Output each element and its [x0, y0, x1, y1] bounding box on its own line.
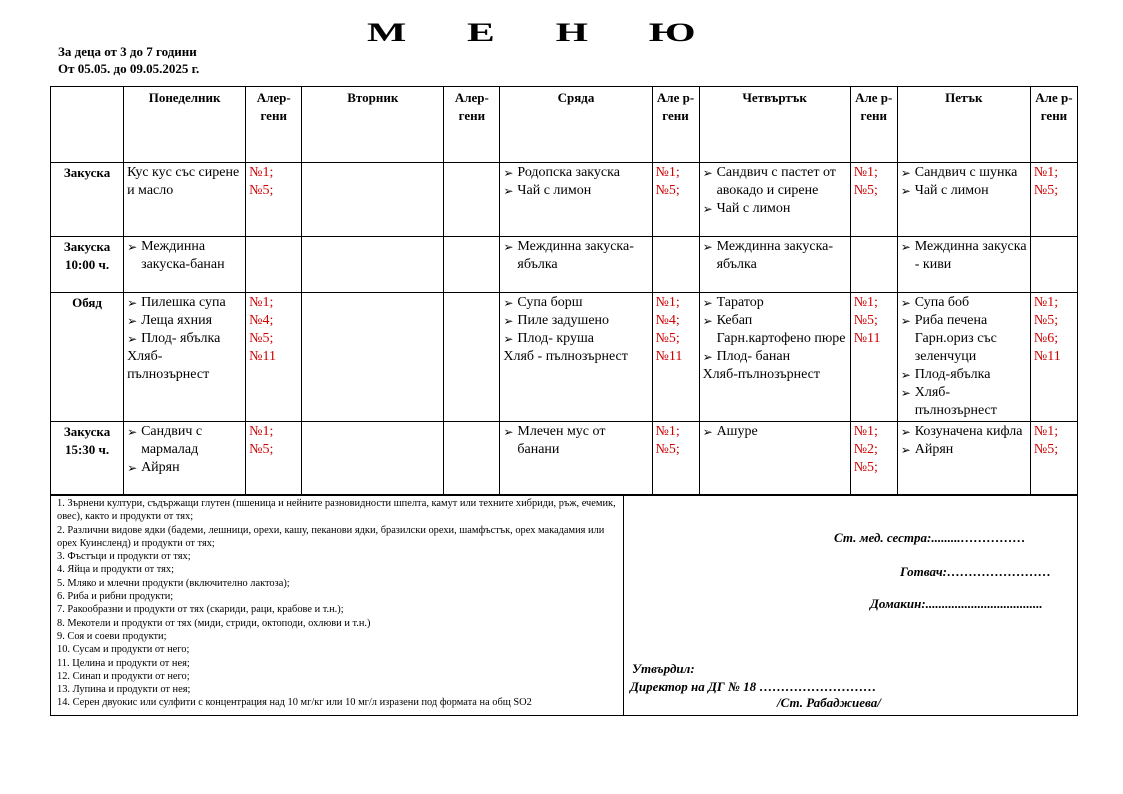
dish-label: Козуначена кифла: [914, 424, 1023, 439]
housekeeper-signature: Домакин:....................................: [870, 596, 1043, 611]
meal-cell-tue: [302, 237, 444, 293]
dish-label: Чай с лимон: [517, 183, 592, 198]
dish-item: [127, 330, 242, 348]
arrow-bullet-icon: ➢: [127, 296, 138, 310]
meal-cell-mon: [124, 422, 246, 496]
dish-label: Междинна закуска-ябълка: [517, 239, 634, 272]
allergen-codes-thu: №1; №2; №5;: [850, 422, 897, 496]
dish-label: Плод- круша: [517, 331, 594, 346]
arrow-bullet-icon: ➢: [127, 425, 138, 439]
arrow-bullet-icon: ➢: [900, 296, 911, 310]
col-friday: Петък: [897, 87, 1030, 163]
allergen-item: 4. Яйца и продукти от тях;: [57, 564, 175, 576]
dish-label: Чай с лимон: [716, 201, 791, 216]
meal-name: Закуска: [51, 163, 124, 237]
menu-row: [51, 422, 1078, 496]
arrow-bullet-icon: ➢: [702, 240, 713, 254]
allergen-codes-fri: №1; №5; №6; №11: [1030, 293, 1077, 422]
allergen-codes-thu: №1; №5;: [850, 163, 897, 237]
dish-item: [703, 238, 847, 274]
dish-item: [127, 312, 242, 330]
dish-item: [901, 164, 1027, 182]
meal-cell-thu: [699, 237, 850, 293]
dish-label: Айрян: [914, 442, 954, 457]
meal-cell-thu: [699, 163, 850, 237]
dish-label: Таратор: [716, 295, 764, 310]
dish-label: Супа борш: [517, 295, 583, 310]
arrow-bullet-icon: ➢: [503, 166, 514, 180]
dish-item: [901, 441, 1027, 459]
arrow-bullet-icon: ➢: [503, 184, 514, 198]
dish-text: Хляб - пълнозърнест: [503, 349, 628, 364]
col-friday-allergens: Але р-гени: [1030, 87, 1077, 163]
col-wednesday-allergens: Але р-гени: [652, 87, 699, 163]
allergen-codes-tue: [444, 293, 500, 422]
menu-table: [50, 86, 1078, 496]
arrow-bullet-icon: ➢: [503, 314, 514, 328]
dish-label: Сандвич с шунка: [914, 165, 1018, 180]
dish-label: Айрян: [141, 460, 180, 475]
dish-item: [901, 312, 1027, 366]
allergen-codes-wed: №1; №4; №5; №11: [652, 293, 699, 422]
meal-cell-wed: [500, 422, 652, 496]
dish-item: [901, 384, 1027, 420]
dish-item: [503, 164, 648, 182]
allergen-item: 14. Серен двуокис или сулфити с концентрация над 10 мг/кг или 10 мг/л изразени под формата на общ SO2: [57, 697, 532, 709]
meal-cell-tue: [302, 163, 444, 237]
meal-cell-tue: [302, 422, 444, 496]
allergen-item: 1. Зърнени култури, съдържащи глутен (пшеница и нейните разновидности шпелта, камут или техните хибриди, ръж, ечемик, овес), както и продукти от тях;: [57, 498, 616, 523]
col-monday: Понеделник: [124, 87, 246, 163]
arrow-bullet-icon: ➢: [702, 350, 713, 364]
allergen-codes-wed: №1; №5;: [652, 163, 699, 237]
dish-label: Сандвич с мармалад: [141, 424, 203, 457]
dish-item: [901, 238, 1027, 274]
allergen-item: 8. Мекотели и продукти от тях (миди, стриди, октоподи, охлюви и т.н.): [57, 617, 371, 629]
meal-cell-fri: [897, 237, 1030, 293]
allergen-item: 2. Различни видове ядки (бадеми, лешници, орехи, кашу, пеканови ядки, бразилски орехи, шамфъстък, орех макадамия или орех Куинсленд) и продукти от тях;: [57, 524, 605, 549]
corner-cell: [51, 87, 124, 163]
meal-name: Закуска 15:30 ч.: [51, 422, 124, 496]
dish-item: [703, 312, 847, 348]
dish-item: [703, 200, 847, 218]
dish-label: Родопска закуска: [517, 165, 620, 180]
arrow-bullet-icon: ➢: [127, 314, 138, 328]
dish-item: [901, 366, 1027, 384]
allergen-item: 12. Синап и продукти от него;: [57, 670, 190, 682]
dish-item: [503, 238, 648, 274]
arrow-bullet-icon: ➢: [900, 314, 911, 328]
header-row: [51, 87, 1078, 163]
arrow-bullet-icon: ➢: [702, 296, 713, 310]
allergen-codes-fri: №1; №5;: [1030, 163, 1077, 237]
age-group-subtitle: За деца от 3 до 7 години: [58, 44, 197, 59]
meal-cell-mon: [124, 163, 246, 237]
arrow-bullet-icon: ➢: [900, 443, 911, 457]
allergen-item: 5. Мляко и млечни продукти (включително лактоза);: [57, 577, 290, 589]
dish-label: Кебап Гарн.картофено пюре: [716, 313, 846, 346]
dish-text: Кус кус със сирене и масло: [127, 165, 240, 198]
allergen-codes-tue: [444, 237, 500, 293]
arrow-bullet-icon: ➢: [503, 332, 514, 346]
allergen-codes-mon: №1; №4; №5; №11: [246, 293, 302, 422]
arrow-bullet-icon: ➢: [702, 202, 713, 216]
allergen-codes-wed: [652, 237, 699, 293]
dish-item: [901, 294, 1027, 312]
arrow-bullet-icon: ➢: [900, 166, 911, 180]
meal-cell-mon: [124, 293, 246, 422]
dish-label: Хляб-пълнозърнест: [914, 385, 997, 418]
arrow-bullet-icon: ➢: [900, 184, 911, 198]
allergen-codes-mon: [246, 237, 302, 293]
arrow-bullet-icon: ➢: [900, 425, 911, 439]
dish-label: Междинна закуска - киви: [914, 239, 1027, 272]
menu-row: [51, 237, 1078, 293]
page-title: МЕНЮ: [366, 18, 757, 47]
allergen-item: 9. Соя и соеви продукти;: [57, 630, 167, 642]
dish-label: Млечен мус от банани: [517, 424, 606, 457]
dish-item: [127, 294, 242, 312]
dish-label: Междинна закуска-ябълка: [716, 239, 834, 272]
col-wednesday: Сряда: [500, 87, 652, 163]
arrow-bullet-icon: ➢: [127, 332, 138, 346]
arrow-bullet-icon: ➢: [127, 240, 138, 254]
dish-item: [703, 423, 847, 441]
menu-row: [51, 163, 1078, 237]
allergen-item: 10. Сусам и продукти от него;: [57, 644, 190, 656]
allergen-item: 3. Фъстъци и продукти от тях;: [57, 551, 191, 563]
arrow-bullet-icon: ➢: [702, 166, 713, 180]
dish-item: [503, 423, 648, 459]
menu-row: [51, 293, 1078, 422]
allergen-item: 13. Лупина и продукти от нея;: [57, 684, 191, 696]
allergen-codes-fri: №1; №5;: [1030, 422, 1077, 496]
meal-cell-wed: [500, 163, 652, 237]
allergen-codes-fri: [1030, 237, 1077, 293]
arrow-bullet-icon: ➢: [900, 386, 911, 400]
allergen-codes-tue: [444, 163, 500, 237]
menu-body: [51, 163, 1078, 496]
dish-item: [503, 294, 648, 312]
allergen-item: 7. Ракообразни и продукти от тях (скариди, раци, крабове и т.н.);: [57, 604, 344, 616]
dish-label: Пиле задушено: [517, 313, 610, 328]
director-name: /Ст. Рабаджиева/: [777, 695, 881, 710]
allergen-codes-mon: №1; №5;: [246, 422, 302, 496]
date-range-subtitle: От 05.05. до 09.05.2025 г.: [58, 61, 200, 76]
arrow-bullet-icon: ➢: [503, 240, 514, 254]
meal-name: Обяд: [51, 293, 124, 422]
col-monday-allergens: Алер-гени: [246, 87, 302, 163]
dish-label: Плод- ябълка: [141, 331, 221, 346]
meal-cell-mon: [124, 237, 246, 293]
dish-label: Пилешка супа: [141, 295, 226, 310]
col-tuesday: Вторник: [302, 87, 444, 163]
allergen-codes-mon: №1; №5;: [246, 163, 302, 237]
dish-label: Плод-ябълка: [914, 367, 991, 382]
dish-item: [503, 312, 648, 330]
dish-label: Ашуре: [716, 424, 758, 439]
allergen-codes-tue: [444, 422, 500, 496]
dish-label: Чай с лимон: [914, 183, 989, 198]
meal-cell-fri: [897, 163, 1030, 237]
meal-cell-wed: [500, 237, 652, 293]
dish-item: [503, 330, 648, 348]
director-signature: Директор на ДГ № 18 ………………………: [630, 679, 877, 694]
dish-item: [703, 348, 847, 366]
allergen-codes-wed: №1; №5;: [652, 422, 699, 496]
meal-cell-thu: [699, 293, 850, 422]
dish-item: [703, 164, 847, 200]
cook-signature: Готвач:……………………: [900, 564, 1051, 579]
col-thursday: Четвъртък: [699, 87, 850, 163]
dish-item: [901, 182, 1027, 200]
dish-label: Плод- банан: [716, 349, 791, 364]
allergen-item: 6. Риба и рибни продукти;: [57, 591, 174, 603]
col-thursday-allergens: Але р-гени: [850, 87, 897, 163]
approved-label: Утвърдил:: [632, 661, 695, 676]
dish-text: Хляб-пълнозърнест: [702, 367, 821, 382]
meal-cell-fri: [897, 293, 1030, 422]
dish-label: Риба печена Гарн.ориз със зеленчуци: [914, 313, 997, 364]
allergen-legend: [51, 495, 624, 715]
allergen-item: 11. Целина и продукти от нея;: [57, 657, 190, 669]
dish-item: [703, 294, 847, 312]
dish-label: Сандвич с пастет от авокадо и сирене: [716, 165, 836, 198]
meal-cell-wed: [500, 293, 652, 422]
meal-cell-fri: [897, 422, 1030, 496]
nurse-signature: Ст. мед. сестра:.........……………: [834, 530, 1026, 545]
dish-item: [901, 423, 1027, 441]
dish-label: Супа боб: [914, 295, 970, 310]
arrow-bullet-icon: ➢: [702, 314, 713, 328]
dish-label: Междинна закуска-банан: [141, 239, 225, 272]
footer-section: [50, 494, 1078, 716]
meal-cell-thu: [699, 422, 850, 496]
arrow-bullet-icon: ➢: [503, 425, 514, 439]
arrow-bullet-icon: ➢: [503, 296, 514, 310]
arrow-bullet-icon: ➢: [702, 425, 713, 439]
dish-label: Леща яхния: [141, 313, 213, 328]
arrow-bullet-icon: ➢: [900, 368, 911, 382]
meal-name: Закуска 10:00 ч.: [51, 237, 124, 293]
col-tuesday-allergens: Алер-гени: [444, 87, 500, 163]
arrow-bullet-icon: ➢: [900, 240, 911, 254]
dish-text: Хляб-пълнозърнест: [127, 349, 210, 382]
meal-cell-tue: [302, 293, 444, 422]
dish-item: [127, 459, 242, 477]
allergen-codes-thu: [850, 237, 897, 293]
dish-item: [127, 423, 242, 459]
dish-item: [503, 182, 648, 200]
dish-item: [127, 238, 242, 274]
arrow-bullet-icon: ➢: [127, 461, 138, 475]
allergen-codes-thu: №1; №5; №11: [850, 293, 897, 422]
